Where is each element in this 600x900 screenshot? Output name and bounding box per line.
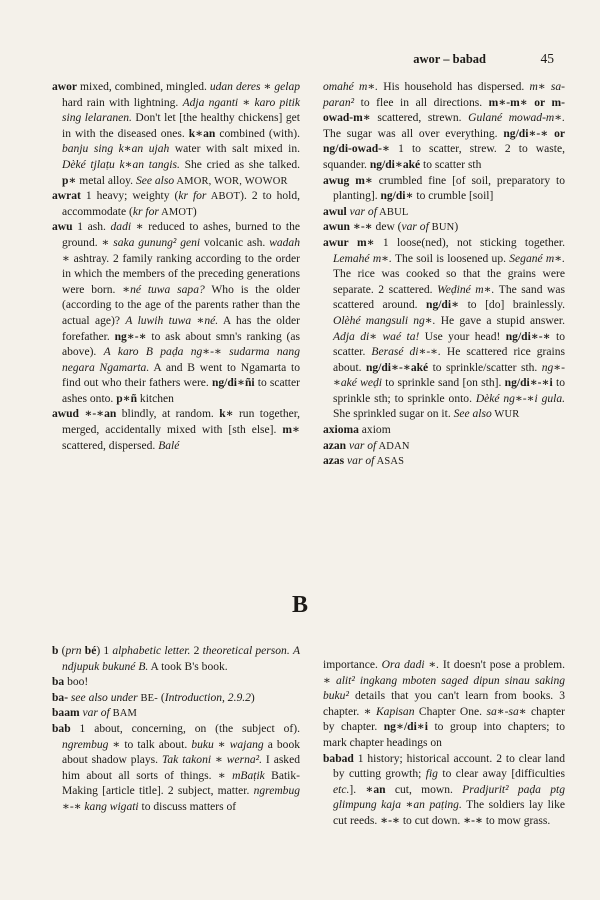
cross-ref: ABUL bbox=[376, 206, 409, 218]
headword: awu bbox=[52, 221, 73, 234]
derived-form: m∗ bbox=[357, 236, 375, 249]
definition-text: The sugar was all over everything. bbox=[323, 127, 504, 140]
example: alphabetic letter. bbox=[112, 645, 191, 657]
example: Dèké tjlaṭu k∗an tangis. bbox=[62, 158, 180, 171]
derived-form: m∗-m∗ or m-owad-m∗ bbox=[323, 96, 565, 125]
derived-form: m∗ bbox=[355, 174, 373, 187]
cross-ref-label: var of bbox=[79, 707, 110, 720]
definition-text: axiom bbox=[358, 424, 391, 437]
derived-form: ∗-∗an bbox=[84, 408, 117, 421]
column-3 bbox=[52, 644, 300, 816]
example: ∗ alit² ingkang mboten saged dipun sinau saking buku² bbox=[323, 674, 565, 703]
definition-text: run together, merged, accidentally mixed with [sth else]. bbox=[62, 408, 300, 437]
cross-ref-label: var of bbox=[401, 221, 429, 234]
example: A ndjupuk bukuné B. bbox=[62, 645, 301, 673]
definition-text: A has the older forefather. bbox=[62, 314, 300, 343]
example: theoretical person. bbox=[202, 645, 290, 657]
headword: awul bbox=[323, 205, 347, 218]
derived-form: ng∗-∗ bbox=[114, 330, 147, 343]
cross-ref: ADAN bbox=[376, 440, 410, 452]
derived-form: ng/di∗ bbox=[426, 299, 460, 312]
definition-text: to crumble [soil] bbox=[413, 190, 494, 203]
cross-ref: ABOT bbox=[206, 191, 241, 203]
definition-text: His household has dispersed. bbox=[378, 81, 530, 93]
cross-ref: AMOR, WOR, WOWOR bbox=[174, 175, 288, 187]
example: ∗né tuwa sapa? bbox=[122, 283, 205, 296]
example: ngrembug ∗-∗ kang wigati bbox=[62, 785, 300, 813]
example: wadah ∗ bbox=[62, 236, 300, 265]
definition-text: I asked him about all sorts of things. bbox=[62, 754, 300, 782]
definition-text: ) bbox=[192, 205, 197, 218]
derived-form: ∗an bbox=[365, 783, 386, 796]
derived-form: k∗an bbox=[188, 127, 216, 140]
derived-form: ng/di∗ñi bbox=[211, 377, 255, 390]
definition-text: Chapter One. bbox=[414, 705, 487, 718]
headword: ba bbox=[52, 676, 65, 689]
section-letter: B bbox=[291, 592, 308, 618]
definition-text: to flee in all directions. bbox=[354, 96, 489, 109]
definition-text: A took B's book. bbox=[148, 660, 228, 673]
headword: azas bbox=[323, 455, 345, 468]
definition-text: ) 1 bbox=[96, 645, 113, 657]
cross-ref-label: See also bbox=[135, 174, 175, 187]
entry-awug bbox=[323, 174, 565, 205]
definition-text: kitchen bbox=[137, 392, 174, 405]
example: ∗ mBaṭik bbox=[217, 769, 265, 782]
definition-text: water with salt mixed in. bbox=[169, 143, 300, 156]
derived-form: ng/di∗-∗ or ng/di-owad-∗ bbox=[323, 127, 565, 156]
example: Tak takoni ∗ werna². bbox=[162, 754, 262, 767]
headword: awrat bbox=[52, 190, 81, 203]
derived-form: ng/di∗aké bbox=[369, 158, 421, 171]
entry-awur bbox=[323, 236, 565, 423]
header-title: awor – babad bbox=[413, 52, 486, 66]
definition-text: chapter by chapter. bbox=[323, 705, 565, 734]
definition-text: It doesn't pose a problem. bbox=[439, 659, 565, 671]
definition-text: She cried as she talked. bbox=[179, 158, 300, 171]
headword: axioma bbox=[323, 424, 359, 437]
definition-text: ( bbox=[157, 691, 165, 704]
entry-axioma bbox=[323, 423, 565, 439]
derived-form: ng/di∗-∗ bbox=[505, 330, 551, 343]
definition-text: to discuss matters of bbox=[138, 800, 237, 813]
definition-text: Don't let [the healthy chickens] get in with the diseased ones. bbox=[62, 112, 300, 140]
entry-ba bbox=[52, 675, 300, 691]
headword: awor bbox=[52, 81, 78, 93]
example: Weḍiné m∗. bbox=[437, 283, 495, 296]
headword: baam bbox=[52, 707, 80, 720]
entry-awor bbox=[52, 80, 300, 189]
definition-text: 1 ash. bbox=[72, 221, 111, 234]
entry-awu bbox=[52, 220, 300, 407]
derived-form: ng/di∗ bbox=[380, 190, 414, 203]
definition-text: dew ( bbox=[372, 221, 402, 234]
example: ngrembug ∗ bbox=[62, 738, 121, 751]
definition-text: to [do] brainlessly. bbox=[459, 299, 565, 312]
example: etc. bbox=[333, 783, 350, 796]
definition-text: scattered, dispersed. bbox=[62, 439, 159, 452]
definition-text: 1 history; historical account. 2 to clear land by cutting growth; bbox=[333, 752, 565, 781]
cross-ref-label: see also under bbox=[68, 691, 138, 704]
example: Ora dadi ∗. bbox=[381, 659, 440, 671]
definition-text: to talk about. bbox=[120, 738, 192, 751]
cross-ref: BUN bbox=[428, 222, 455, 234]
entry-azas bbox=[323, 454, 565, 470]
cross-ref-label: See also bbox=[453, 408, 492, 421]
example: Segané m∗. bbox=[509, 252, 565, 265]
register-label: prn bbox=[65, 645, 82, 657]
definition-text: A and B went to Ngamarta to find out who their fathers were. bbox=[62, 361, 301, 390]
cross-ref: AMOT bbox=[158, 206, 193, 218]
definition-text: He scattered rice grains about. bbox=[333, 346, 565, 374]
example: Adja nganti ∗ karo pitik sing lelaranen. bbox=[62, 96, 300, 125]
cross-ref-label: var of bbox=[346, 205, 377, 218]
definition-text: The rice was cooked so that the grains were separate. 2 scattered. bbox=[333, 268, 565, 296]
definition-text: combined (with). bbox=[215, 127, 300, 140]
derived-form: p∗ bbox=[62, 174, 77, 187]
definition-text: to sprinkle/scatter sth. bbox=[428, 361, 542, 374]
definition-text: to sprinkle sth; to sprinkle onto. bbox=[333, 377, 565, 405]
definition-text: 1 heavy; weighty ( bbox=[80, 190, 179, 203]
definition-text: to mow grass. bbox=[482, 814, 551, 827]
definition-text: crumbled fine [of soil, preparatory to planting]. bbox=[333, 174, 566, 203]
cross-ref: ASAS bbox=[374, 456, 405, 468]
entry-awud-continued bbox=[323, 80, 565, 174]
definition-text: importance. bbox=[323, 659, 382, 671]
definition-text: Who is the older (according to the age of the parents rather than the actual age)? bbox=[62, 283, 300, 327]
definition-text: 1 loose(ned), not sticking together. bbox=[374, 236, 566, 249]
column-4 bbox=[323, 658, 565, 830]
example: buku ∗ wajang bbox=[191, 738, 264, 751]
example: Olèhé mangsuli ng∗. bbox=[333, 314, 436, 327]
definition-text: ). 2 to hold, accommodate ( bbox=[62, 190, 300, 218]
entry-b bbox=[52, 644, 300, 675]
headword: awud bbox=[52, 408, 79, 421]
column-1 bbox=[52, 80, 300, 454]
definition-text: cut, mown. bbox=[385, 783, 463, 796]
headword: babad bbox=[323, 752, 354, 765]
definition-text: details that you can't learn from books. 3 chapter. bbox=[323, 690, 565, 718]
headword: ba- bbox=[52, 691, 69, 704]
example: A luwih tuwa ∗né. bbox=[125, 314, 219, 327]
entry-awul bbox=[323, 205, 565, 221]
entry-awun bbox=[323, 220, 565, 236]
definition-text: 1 to scatter, strew. 2 to waste, squander. bbox=[323, 143, 565, 171]
register-label: kr for bbox=[132, 205, 159, 218]
derived-form: m∗ bbox=[282, 424, 300, 437]
definition-text: ashtray. 2 family ranking according to the order in which the members of the preceding generations were born. bbox=[62, 252, 300, 296]
derived-form: ∗-∗ bbox=[352, 221, 373, 234]
definition-text: The soil is loosened up. bbox=[391, 252, 510, 265]
headword: bab bbox=[52, 722, 71, 735]
headword: awug bbox=[323, 174, 350, 187]
cross-ref: BE- bbox=[137, 692, 158, 704]
entry-awrat bbox=[52, 189, 300, 220]
example: omahé m∗. bbox=[323, 81, 379, 93]
definition-text: ) bbox=[250, 691, 255, 704]
example: banju sing k∗an ujah bbox=[62, 143, 170, 156]
column-2 bbox=[323, 80, 565, 470]
register-label: fig bbox=[425, 768, 438, 781]
entry-awud bbox=[52, 407, 300, 454]
definition-text: volcanic ash. bbox=[200, 236, 270, 249]
example: ng∗-∗aké weḍi bbox=[333, 361, 565, 390]
example: m∗ sa-paran² bbox=[323, 81, 565, 109]
definition-text: The sand was scattered around. bbox=[333, 283, 566, 312]
definition-text: The soldiers lay like cut reeds. bbox=[333, 799, 565, 827]
example: Pradjurit² paḍa ptg glimpung kaja ∗an paṭing. bbox=[333, 783, 565, 812]
definition-text bbox=[349, 237, 357, 249]
definition-text: blindly, at random. bbox=[116, 408, 220, 421]
headword: b bbox=[52, 645, 59, 657]
entry-azan bbox=[323, 439, 565, 455]
entry-baam bbox=[52, 706, 300, 722]
entry-bab bbox=[52, 722, 300, 816]
derived-form: ng/di∗-∗i bbox=[504, 377, 553, 390]
definition-text: to cut down. bbox=[399, 814, 464, 827]
definition-text: hard rain with lightning. bbox=[62, 96, 183, 109]
example: Balé bbox=[158, 439, 180, 452]
derived-form: ∗-∗ bbox=[463, 814, 483, 827]
example: sa∗-sa∗ bbox=[486, 705, 527, 718]
page-number: 45 bbox=[540, 51, 554, 66]
definition-text: reduced to ashes, burned to the ground. bbox=[62, 221, 300, 249]
entry-bab-continued bbox=[323, 658, 565, 752]
cross-ref: WUR bbox=[491, 409, 520, 421]
cross-ref-label: var of bbox=[346, 439, 377, 452]
example: ∗ Kapisan bbox=[363, 705, 415, 718]
derived-form: p∗ñ bbox=[116, 392, 138, 405]
cross-ref-label: var of bbox=[344, 455, 375, 468]
definition-text: a book about shadow plays. bbox=[62, 738, 301, 767]
example: Gulané mowad-m∗. bbox=[468, 112, 565, 125]
headword: awur bbox=[323, 236, 349, 249]
pronunciation: bé bbox=[84, 645, 97, 657]
definition-text: metal alloy. bbox=[76, 174, 136, 187]
definition-text: mixed, combined, mingled. bbox=[77, 81, 210, 93]
headword: awun bbox=[323, 221, 350, 234]
derived-form: ng/di∗-∗aké bbox=[365, 361, 429, 374]
example: Lemahé m∗. bbox=[333, 252, 392, 265]
register-label: kr for bbox=[178, 190, 207, 203]
derived-form: k∗ bbox=[219, 408, 234, 421]
headword: azan bbox=[323, 439, 347, 452]
definition-text: boo! bbox=[64, 676, 89, 689]
cross-ref: BAM bbox=[109, 708, 138, 720]
definition-text: 2 bbox=[190, 645, 203, 657]
entry-babad bbox=[323, 752, 565, 830]
running-header bbox=[0, 52, 600, 68]
definition-text: Batik-Making [article title]. 2 subject, matter. bbox=[62, 769, 301, 798]
definition-text: to sprinkle sand [on sth]. bbox=[381, 377, 505, 390]
example: ∗ saka gunung² geni bbox=[101, 236, 201, 249]
derived-form: ∗-∗ bbox=[380, 814, 400, 827]
definition-text: to group into chapters; to mark chapter headings on bbox=[323, 721, 565, 749]
definition-text: ]. bbox=[349, 783, 366, 796]
entry-ba-prefix bbox=[52, 691, 300, 707]
definition-text: scattered, strewn. bbox=[370, 112, 469, 125]
definition-text: ) bbox=[454, 221, 459, 234]
definition-text: She sprinkled sugar on it. bbox=[333, 408, 454, 421]
derived-form: ng∗/di∗i bbox=[383, 721, 428, 734]
example: dadi ∗ bbox=[110, 221, 144, 234]
definition-text: Use your head! bbox=[419, 330, 506, 343]
definition-text: to clear away [difficulties bbox=[437, 768, 565, 781]
definition-text: to scatter. bbox=[333, 330, 566, 359]
definition-text: to scatter ashes onto. bbox=[62, 377, 300, 405]
definition-text: to scatter sth bbox=[420, 158, 482, 171]
example: Adja di∗ waé ta! bbox=[333, 330, 420, 343]
example: Introduction, 2.9.2 bbox=[164, 691, 251, 704]
definition-text: He gave a stupid answer. bbox=[435, 314, 565, 327]
definition-text: to ask about smn's ranking (as above). bbox=[62, 330, 301, 359]
example: Dèké ng∗-∗i gula. bbox=[475, 392, 565, 405]
example: udan deres ∗ gelap bbox=[209, 81, 300, 93]
definition-text: 1 about, concerning, on (the subject of). bbox=[70, 722, 300, 735]
example: Berasé di∗-∗. bbox=[371, 346, 441, 359]
definition-text: ( bbox=[58, 645, 66, 657]
example: A karo B paḍa ng∗-∗ sudarma nang negara Ngamarta. bbox=[62, 346, 300, 374]
